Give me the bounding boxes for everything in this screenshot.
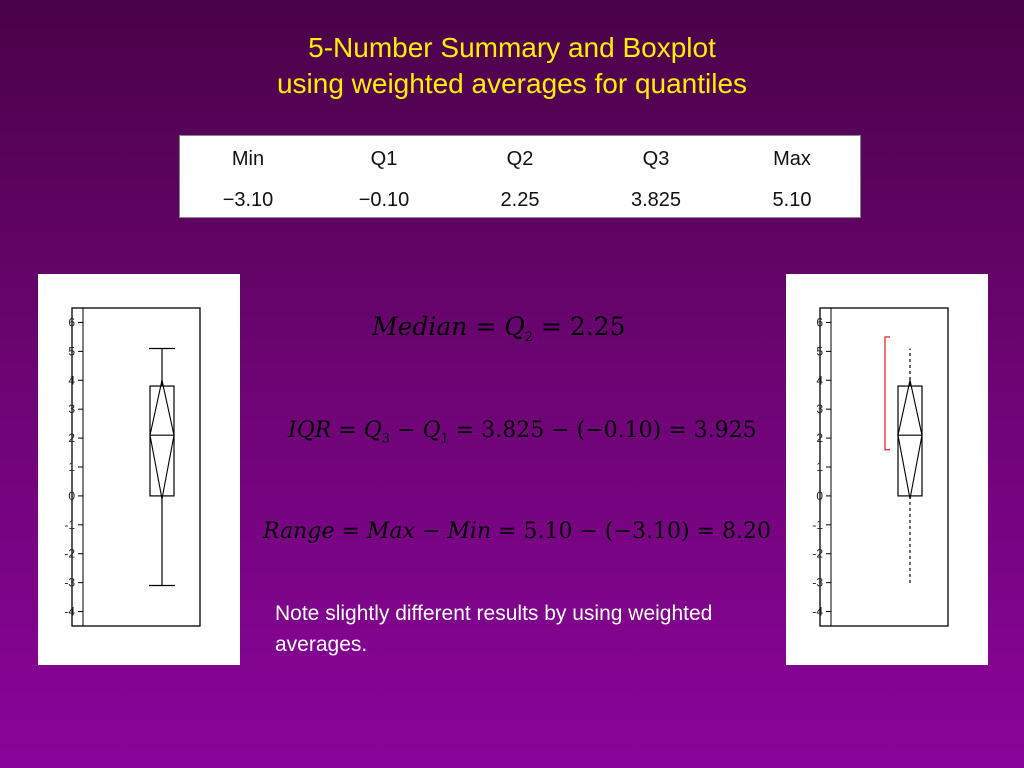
y-tick-label: -3 xyxy=(812,575,823,590)
y-tick-label: 3 xyxy=(816,402,823,417)
y-tick-label: -1 xyxy=(812,517,823,532)
y-tick-label: 3 xyxy=(68,402,75,417)
red-bracket xyxy=(885,337,890,450)
left-boxplot-card xyxy=(38,274,240,665)
y-tick-label: 4 xyxy=(816,373,823,388)
right-boxplot-svg xyxy=(786,274,988,665)
y-tick-label: 4 xyxy=(68,373,75,388)
iqr-q3: Q xyxy=(363,418,382,443)
iqr-q1: Q xyxy=(422,418,441,443)
value-q3: 3.825 xyxy=(630,189,682,211)
plot-frame xyxy=(72,308,200,626)
median-q: Q xyxy=(504,312,525,341)
plot-frame xyxy=(820,308,948,626)
title-line-2: using weighted averages for quantiles xyxy=(276,68,748,99)
range-a: 5.10 xyxy=(523,519,573,544)
range-b: 3.10 xyxy=(631,519,681,544)
value-min: −3.10 xyxy=(222,189,274,211)
y-tick-label: -3 xyxy=(64,575,75,590)
median-label: Median xyxy=(372,312,468,341)
y-tick-label: 6 xyxy=(68,315,75,330)
right-boxplot-card xyxy=(786,274,988,665)
value-max: 5.10 xyxy=(772,189,812,211)
y-tick-label: 0 xyxy=(68,488,75,503)
range-equation: Range = Max − Min = 5.10 − (−3.10) = 8.20 xyxy=(263,519,771,544)
iqr-label: IQR xyxy=(288,418,332,443)
header-q3: Q3 xyxy=(642,148,670,170)
median-q-sub: 2 xyxy=(524,330,534,345)
slide-title xyxy=(0,30,1024,102)
header-min: Min xyxy=(231,148,265,170)
y-tick-label: 0 xyxy=(816,488,823,503)
y-tick-label: 1 xyxy=(68,460,75,474)
iqr-a: 3.825 xyxy=(481,418,545,443)
value-q1: −0.10 xyxy=(358,189,410,211)
header-q2: Q2 xyxy=(506,148,534,170)
y-tick-label: 6 xyxy=(816,315,823,330)
median-result: 2.25 xyxy=(569,312,626,341)
iqr-box xyxy=(150,386,174,496)
iqr-b: 0.10 xyxy=(603,418,653,443)
header-max: Max xyxy=(773,148,811,170)
y-tick-label: 5 xyxy=(816,344,823,359)
iqr-q3-sub: 3 xyxy=(381,431,391,447)
iqr-equation: IQR = $Q_3 - Q_1 = 3.825 - (-0.10) = 3.925$ xyxy=(288,418,757,447)
iqr-q1-sub: 1 xyxy=(440,431,449,447)
y-tick-label: 5 xyxy=(68,344,75,359)
range-min: Min xyxy=(447,519,492,544)
y-tick-label: 2 xyxy=(816,431,823,446)
y-tick-label: -2 xyxy=(812,546,823,561)
y-tick-label: -2 xyxy=(64,546,75,561)
y-tick-label: -1 xyxy=(64,517,75,532)
title-line-1: 5-Number Summary and Boxplot xyxy=(308,32,716,63)
left-boxplot-svg xyxy=(38,274,240,665)
summary-header-row xyxy=(180,148,860,171)
y-tick-label: -4 xyxy=(64,604,75,619)
range-label: Range xyxy=(263,519,335,544)
range-max: Max xyxy=(366,519,415,544)
y-tick-label: -4 xyxy=(812,604,823,619)
note-text: Note slightly different results by using weighted averages. xyxy=(275,602,713,656)
iqr-result: 3.925 xyxy=(693,418,757,443)
y-tick-label: 1 xyxy=(816,460,823,474)
five-number-summary-table xyxy=(179,135,861,218)
value-q2: 2.25 xyxy=(500,189,540,211)
y-tick-label: 2 xyxy=(68,431,75,446)
median-equation: Median = $Q_2 = 2.25$ xyxy=(372,312,626,345)
iqr-box xyxy=(898,386,922,496)
summary-value-row xyxy=(180,189,860,212)
header-q1: Q1 xyxy=(370,148,398,170)
range-result: 8.20 xyxy=(721,519,771,544)
